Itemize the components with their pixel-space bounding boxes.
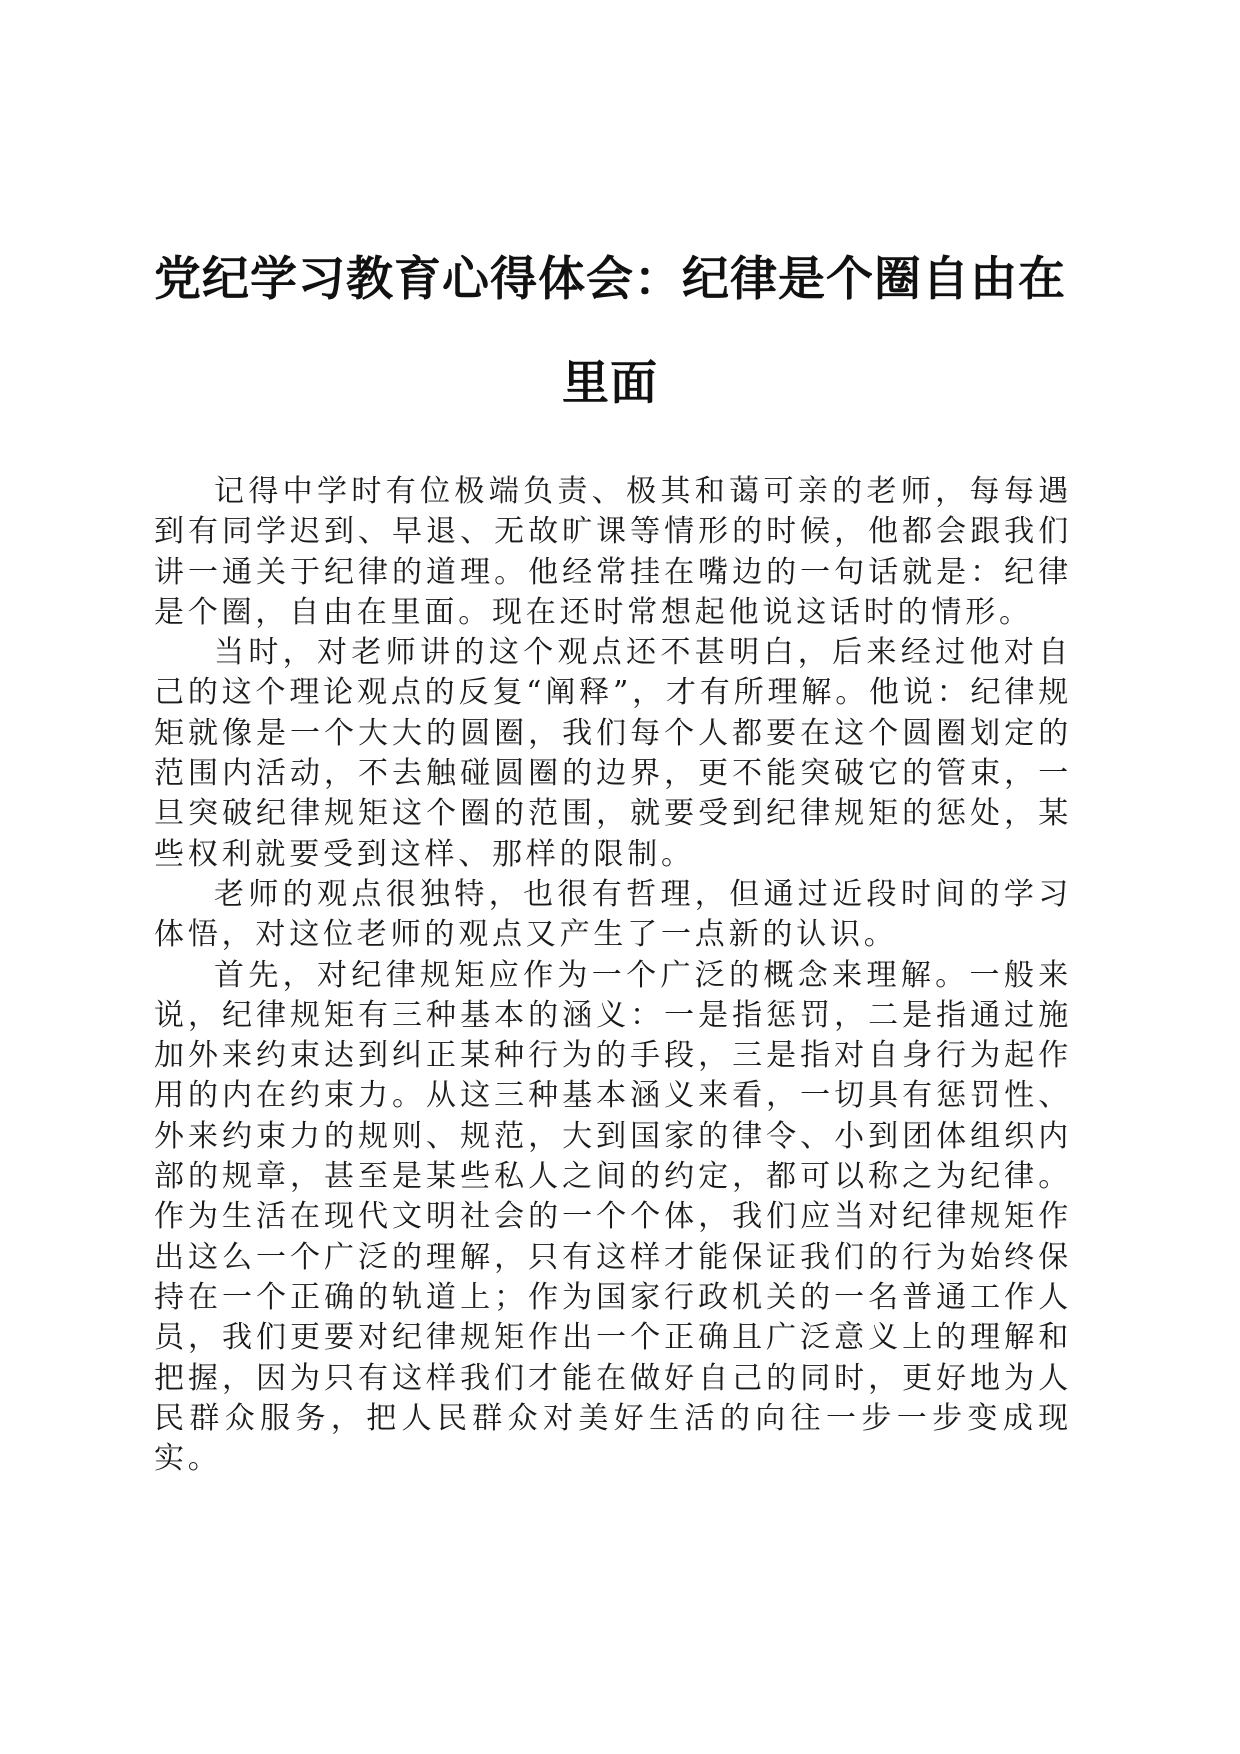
paragraph-4: 首先，对纪律规矩应作为一个广泛的概念来理解。一般来说，纪律规矩有三种基本的涵义：一是指惩罚，二是指通过施加外来约束达到纠正某种行为的手段，三是指对自身行为起作用的内在约束力。从这三种基本涵义来看，一切具有惩罚性、外来约束力的规则、规范，大到国家的律令、小到团体组织内部的规章，甚至是某些私人之间的约定，都可以称之为纪律。作为生活在现代文明社会的一个个体，我们应当对纪律规矩作出这么一个广泛的理解，只有这样才能保证我们的行为始终保持在一个正确的轨道上；作为国家行政机关的一名普通工作人员，我们更要对纪律规矩作出一个正确且广泛意义上的理解和把握，因为只有这样我们才能在做好自己的同时，更好地为人民群众服务，把人民群众对美好生活的向往一步一步变成现实。 xyxy=(154,957,1072,1477)
paragraph-1: 记得中学时有位极端负责、极其和蔼可亲的老师，每每遇到有同学迟到、早退、无故旷课等情形的时候，他都会跟我们讲一通关于纪律的道理。他经常挂在嘴边的一句话就是：纪律是个圈，自由在里面。现在还时常想起他说这话时的情形。 xyxy=(154,474,1072,630)
document-title: 党纪学习教育心得体会：纪律是个圈自由在里面 xyxy=(154,252,1066,411)
paragraph-2: 当时，对老师讲的这个观点还不甚明白，后来经过他对自己的这个理论观点的反复“阐释”，才有所理解。他说：纪律规矩就像是一个大大的圆圈，我们每个人都要在这个圆圈划定的范围内活动，不去触碰圆圈的边界，更不能突破它的管束，一旦突破纪律规矩这个圈的范围，就要受到纪律规矩的惩处，某些权利就要受到这样、那样的限制。 xyxy=(154,635,1072,872)
paragraph-3: 老师的观点很独特，也很有哲理，但通过近段时间的学习体悟，对这位老师的观点又产生了一点新的认识。 xyxy=(154,876,1072,953)
document-body xyxy=(154,472,1072,1479)
